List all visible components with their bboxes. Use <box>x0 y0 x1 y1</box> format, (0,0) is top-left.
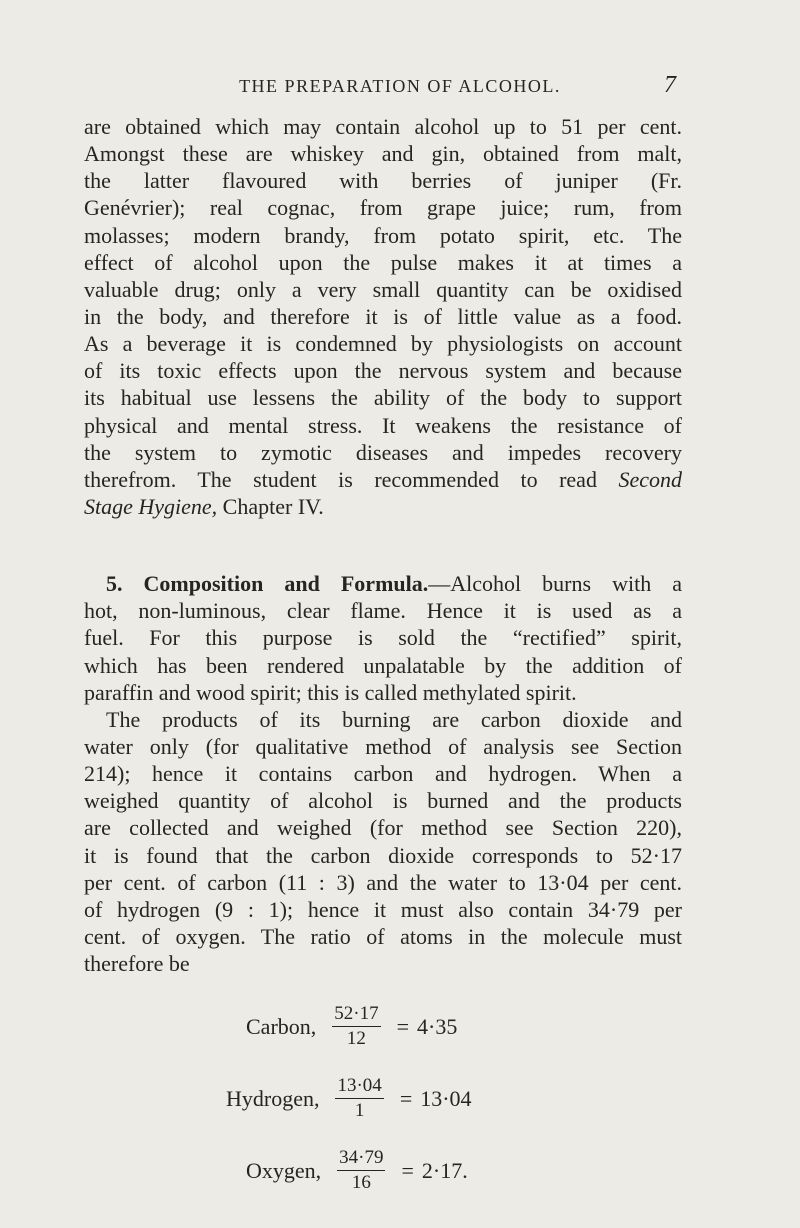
text-line: it is found that the carbon dioxide corresponds to 52·17 <box>84 842 682 868</box>
text-line: hot, non-luminous, clear flame. Hence it is used as a <box>84 598 682 624</box>
text-line: in the body, and therefore it is of little value as a food. <box>84 303 682 329</box>
equals-sign: = <box>399 1085 413 1111</box>
running-head: THE PREPARATION OF ALCOHOL. <box>239 76 561 96</box>
text-line: The products of its burning are carbon dioxide and <box>106 706 682 732</box>
section-5 <box>84 570 682 977</box>
ratio-oxygen <box>246 1147 468 1194</box>
section-title: Composition and Formula. <box>143 571 429 597</box>
book-title: Second <box>618 466 682 492</box>
fraction-numerator: 13·04 <box>335 1075 383 1099</box>
ratio-hydrogen <box>226 1075 472 1122</box>
text-line: Genévrier); real cognac, from grape juice; rum, from <box>84 195 682 221</box>
paragraph-1 <box>84 113 682 520</box>
text-line: are obtained which may contain alcohol up to 51 per cent. <box>84 114 682 139</box>
text-line: fuel. For this purpose is sold the “rectified” spirit, <box>84 625 682 651</box>
text-line: per cent. of carbon (11 : 3) and the water to 13·04 per cent. <box>84 869 682 895</box>
ratio-result: 4·35 <box>417 1013 458 1039</box>
equals-sign: = <box>396 1013 410 1039</box>
section-heading-line <box>84 570 682 597</box>
fraction-numerator: 52·17 <box>332 1003 380 1027</box>
fraction <box>335 1075 383 1122</box>
text-line: molasses; modern brandy, from potato spirit, etc. The <box>84 222 682 248</box>
fraction <box>337 1147 385 1194</box>
text-line: which has been rendered unpalatable by the addition of <box>84 652 682 678</box>
text-line: weighed quantity of alcohol is burned and the products <box>84 788 682 814</box>
element-label: Oxygen, <box>246 1157 322 1183</box>
text-line: As a beverage it is condemned by physiologists on account <box>84 331 682 357</box>
ratio-result: 13·04 <box>420 1085 472 1111</box>
ratio-carbon <box>246 1003 457 1050</box>
element-label: Carbon, <box>246 1013 317 1039</box>
text-line: paraffin and wood spirit; this is called methylated spirit. <box>84 679 577 705</box>
equals-sign: = <box>401 1157 414 1183</box>
text-line: its habitual use lessens the ability of the body to support <box>84 385 682 411</box>
text-line <box>84 493 682 520</box>
section-number: 5. <box>106 571 123 597</box>
text-line: water only (for qualitative method of analysis see Section <box>84 733 682 759</box>
text-line: the latter flavoured with berries of juniper (Fr. <box>84 168 682 194</box>
page-number: 7 <box>664 72 676 98</box>
text-line: physical and mental stress. It weakens the resistance of <box>84 412 682 438</box>
text-line: effect of alcohol upon the pulse makes it at times a <box>84 249 682 275</box>
ratio-result: 2·17. <box>421 1157 468 1183</box>
text-line: the system to zymotic diseases and impedes recovery <box>84 439 682 465</box>
fraction-denominator: 16 <box>351 1172 371 1193</box>
text-line: valuable drug; only a very small quantity can be oxidised <box>84 276 682 302</box>
chapter-reference: Chapter IV. <box>217 493 324 519</box>
text-fragment: —Alcohol burns with a <box>428 571 682 597</box>
text-line: are collected and weighed (for method see Section 220), <box>84 815 682 841</box>
element-label: Hydrogen, <box>226 1085 320 1111</box>
text-line: Amongst these are whiskey and gin, obtained from malt, <box>84 141 682 167</box>
text-line <box>84 466 682 493</box>
fraction-numerator: 34·79 <box>337 1147 385 1171</box>
body-text <box>84 113 682 977</box>
text-line: therefore be <box>84 951 190 977</box>
text-line: of its toxic effects upon the nervous system and because <box>84 358 682 384</box>
text-line: of hydrogen (9 : 1); hence it must also contain 34·79 per <box>84 896 682 922</box>
fraction <box>332 1003 380 1050</box>
text-line: cent. of oxygen. The ratio of atoms in the molecule must <box>84 923 682 949</box>
text-line: 214); hence it contains carbon and hydrogen. When a <box>84 761 682 787</box>
fraction-denominator: 1 <box>354 1100 365 1121</box>
text-fragment: therefrom. The student is recommended to read <box>84 466 619 492</box>
fraction-denominator: 12 <box>346 1028 366 1049</box>
book-title: Stage Hygiene, <box>84 493 218 519</box>
